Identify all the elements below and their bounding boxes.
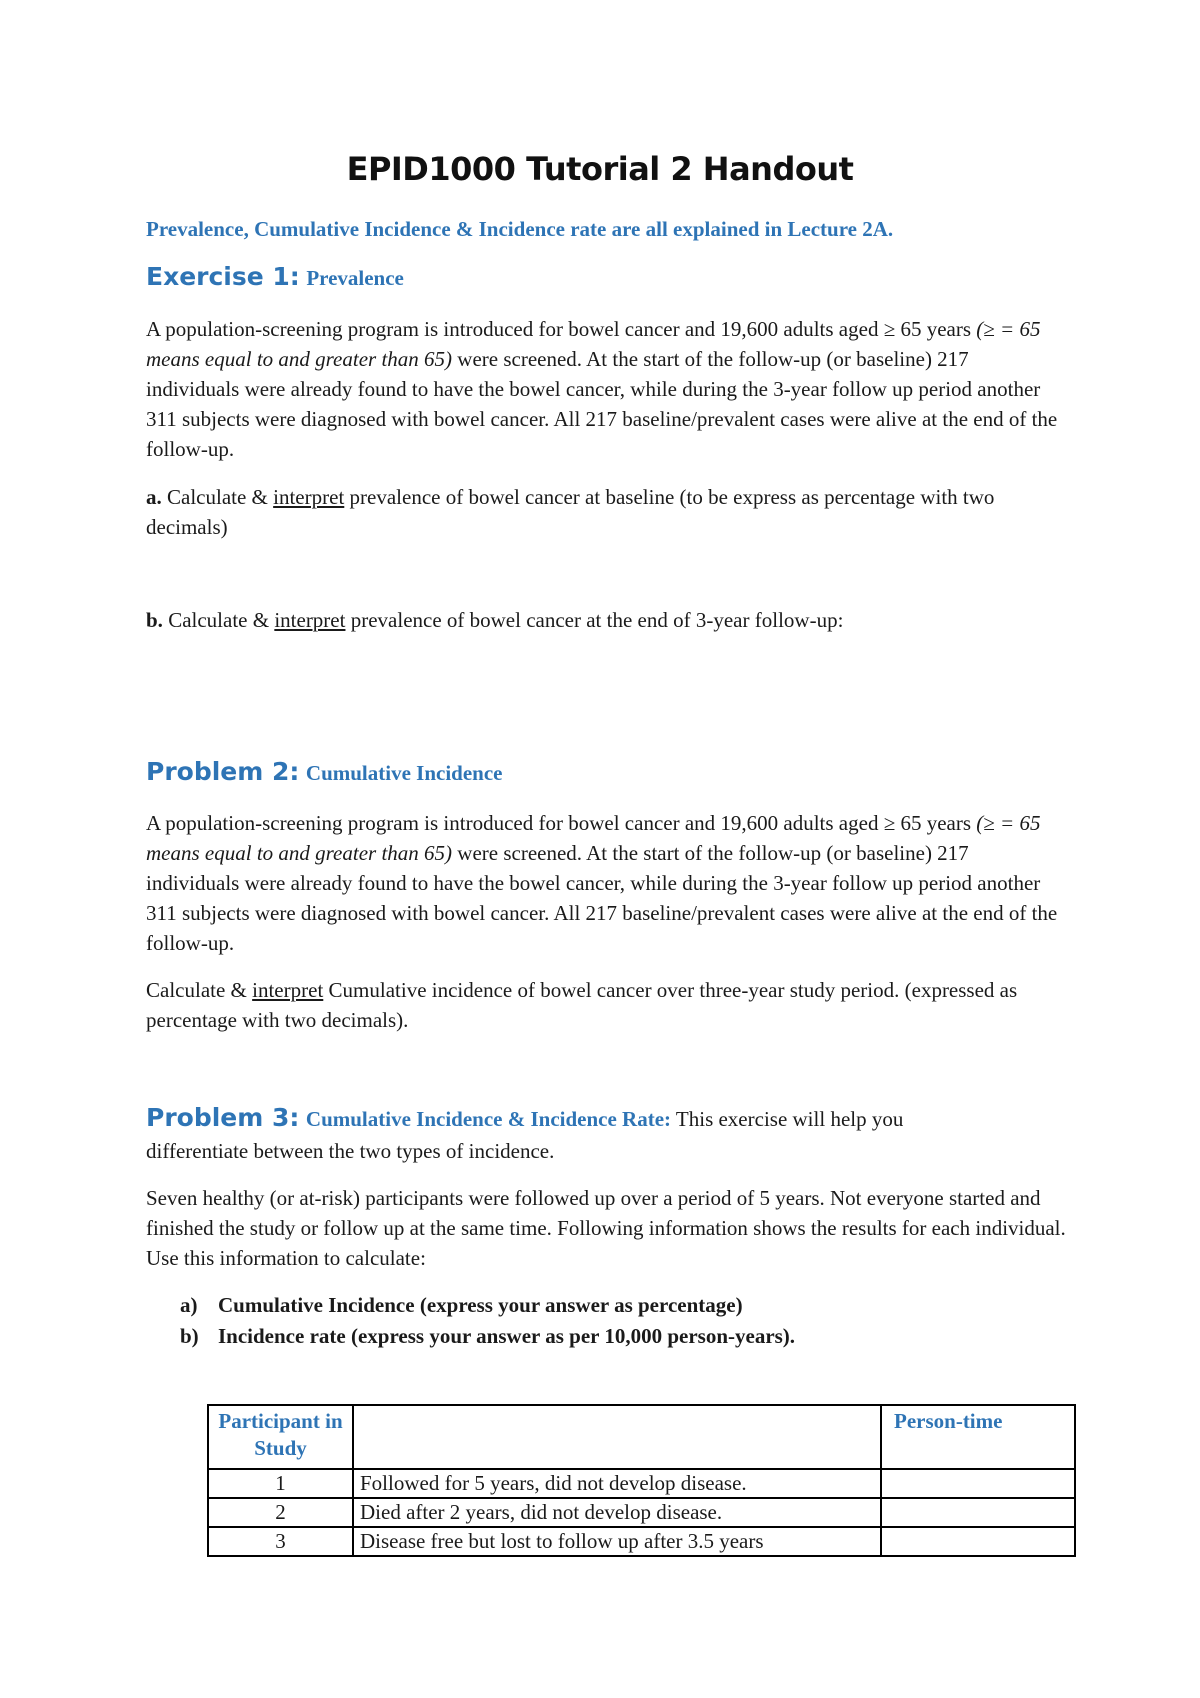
problem-3-heading	[146, 1103, 903, 1134]
problem-2-topic: Cumulative Incidence	[305, 761, 503, 785]
problem-3-body: Seven healthy (or at-risk) participants were followed up over a period of 5 years. Not everyone started and finished the study or follow up at the same time. Following information shows the results for each individual. Use this information to calculate:	[146, 1186, 1066, 1270]
table-row	[208, 1527, 1075, 1556]
participant-description: Followed for 5 years, did not develop disease.	[353, 1469, 881, 1498]
exercise-1-label: Exercise 1:	[146, 262, 300, 291]
exercise-1-body: A population-screening program is introduced for bowel cancer and 19,600 adults aged ≥ 65 years (≥ = 65 means equal to and greater than 65) were screened. At the start of the follow-up (or baseline) 217 individuals were already found to have the bowel cancer, while during the 3-year follow up period another 311 subjects were diagnosed with bowel cancer. All 217 baseline/prevalent cases were alive at the end of the follow-up.	[146, 317, 1058, 461]
table-row	[208, 1469, 1075, 1498]
problem-3-intro-line-2: differentiate between the two types of incidence.	[146, 1139, 555, 1163]
exercise-1-question-b: b. Calculate & interpret prevalence of bowel cancer at the end of 3-year follow-up:	[146, 608, 844, 632]
table-header-row	[208, 1405, 1075, 1469]
participant-number: 3	[208, 1527, 353, 1556]
lecture-note: Prevalence, Cumulative Incidence & Incidence rate are all explained in Lecture 2A.	[146, 217, 894, 241]
problem-3-label: Problem 3:	[146, 1103, 300, 1132]
participant-number: 1	[208, 1469, 353, 1498]
page-title: EPID1000 Tutorial 2 Handout	[346, 150, 854, 188]
table-row	[208, 1498, 1075, 1527]
participant-table	[207, 1404, 1076, 1557]
header-description	[353, 1405, 881, 1469]
problem-2-heading	[146, 757, 502, 788]
header-person-time: Person-time	[881, 1405, 1075, 1469]
list-item: b) Incidence rate (express your answer as per 10,000 person-years).	[180, 1324, 796, 1348]
person-time-cell[interactable]	[881, 1498, 1075, 1527]
problem-2-question: Calculate & interpret Cumulative incidence of bowel cancer over three-year study period. (expressed as percentage with two decimals).	[146, 978, 1018, 1032]
person-time-cell[interactable]	[881, 1469, 1075, 1498]
problem-2-label: Problem 2:	[146, 757, 300, 786]
participant-number: 2	[208, 1498, 353, 1527]
problem-3-topic: Cumulative Incidence & Incidence Rate:	[305, 1107, 672, 1131]
problem-3-intro: This exercise will help you	[671, 1107, 904, 1131]
problem-2-body: A population-screening program is introduced for bowel cancer and 19,600 adults aged ≥ 65 years (≥ = 65 means equal to and greater than 65) were screened. At the start of the follow-up (or baseline) 217 individuals were already found to have the bowel cancer, while during the 3-year follow up period another 311 subjects were diagnosed with bowel cancer. All 217 baseline/prevalent cases were alive at the end of the follow-up.	[146, 811, 1058, 955]
person-time-cell[interactable]	[881, 1527, 1075, 1556]
participant-description: Disease free but lost to follow up after 3.5 years	[353, 1527, 881, 1556]
exercise-1-topic: Prevalence	[306, 266, 404, 290]
problem-3-task-list	[146, 1290, 1066, 1352]
list-item: a) Cumulative Incidence (express your answer as percentage)	[180, 1293, 743, 1317]
exercise-1-question-a: a. Calculate & interpret prevalence of bowel cancer at baseline (to be express as percentage with two decimals)	[146, 485, 995, 539]
participant-description: Died after 2 years, did not develop disease.	[353, 1498, 881, 1527]
header-participant: Participant in Study	[208, 1405, 353, 1469]
exercise-1-heading	[146, 262, 404, 293]
